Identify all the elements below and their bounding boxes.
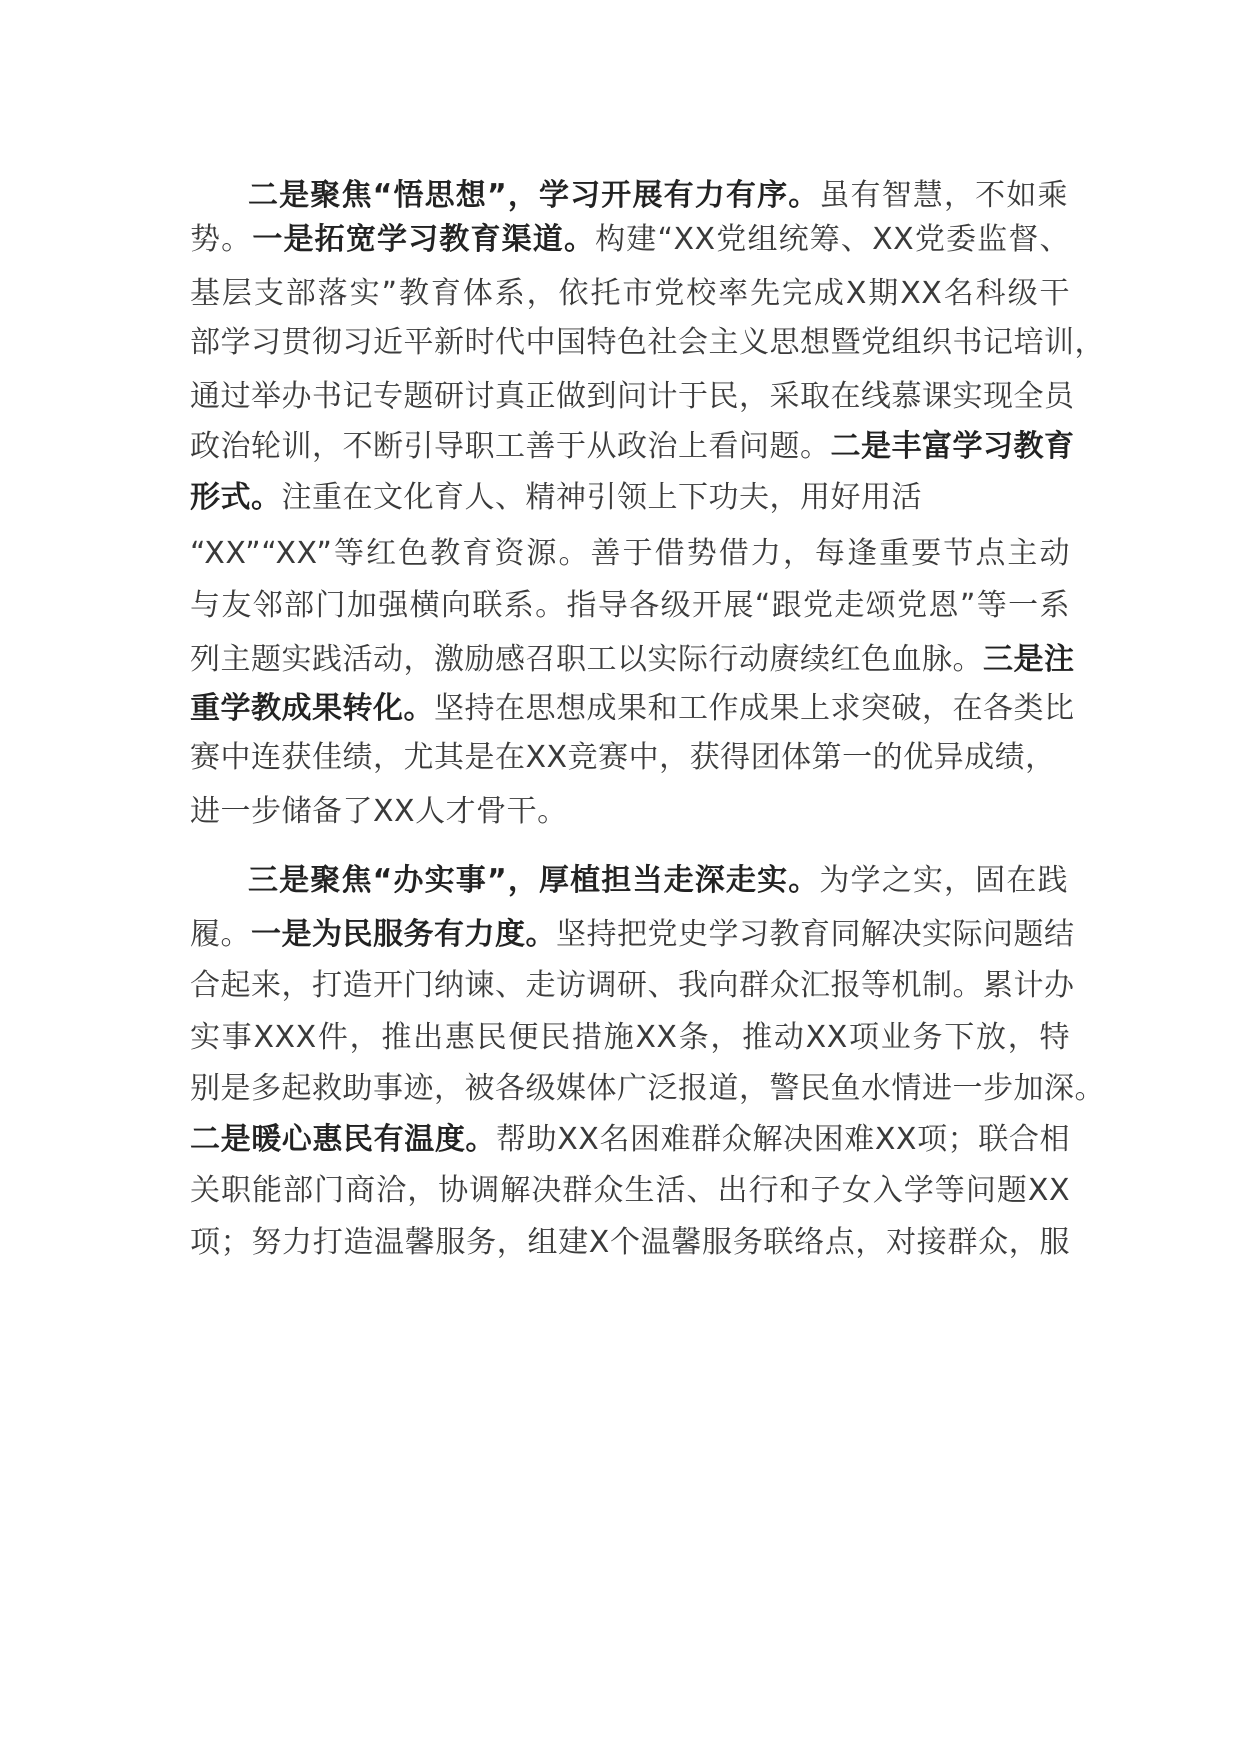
- bold-text-run: 一是为民服务有力度。: [251, 917, 556, 952]
- text-run: 赛中连获佳绩，尤其是在XX竞赛中，获得团体第一的优异成绩，: [190, 740, 1056, 775]
- text-run: 部学习贯彻习近平新时代中国特色社会主义思想暨党组织书记培训，: [190, 325, 1105, 360]
- text-run: 别是多起救助事迹，被各级媒体广泛报道，警民鱼水情进一步加深。: [190, 1071, 1105, 1106]
- text-run: 关职能部门商洽，协调解决群众生活、出行和子女入学等问题XX: [190, 1173, 1070, 1208]
- text-run: 注重在文化育人、精神引领上下功夫，用好用活: [281, 480, 922, 515]
- text-run: 坚持把党史学习教育同解决实际问题结: [556, 917, 1075, 952]
- text-run: 为学之实，固在践: [819, 863, 1068, 898]
- text-run: 基层支部落实”教育体系，依托市党校率先完成X期XX名科级干: [190, 276, 1070, 311]
- bold-text-run: 二是暖心惠民有温度。: [190, 1122, 497, 1157]
- text-run: 列主题实践活动，激励感召职工以实际行动赓续红色血脉。: [190, 642, 983, 677]
- text-run: 进一步储备了XX人才骨干。: [190, 794, 568, 829]
- text-run: 帮助XX名困难群众解决困难XX项；联合相: [496, 1122, 1070, 1157]
- text-run: 实事XXX件，推出惠民便民措施XX条，推动XX项业务下放，特: [190, 1020, 1070, 1055]
- text-run: 与友邻部门加强横向联系。指导各级开展“跟党走颂党恩”等一系: [190, 588, 1070, 623]
- text-run: 虽有智慧，不如乘: [819, 178, 1068, 213]
- bold-text-run: 形式。: [190, 480, 282, 515]
- bold-text-run: 一是拓宽学习教育渠道。: [252, 222, 596, 257]
- bold-text-run: 二是丰富学习教育: [830, 429, 1075, 464]
- text-run: 坚持在思想成果和工作成果上求突破，在各类比: [434, 691, 1075, 726]
- paragraph-line: [190, 779, 1070, 845]
- bold-text-run: 二是聚焦“悟思想”，学习开展有力有序。: [248, 178, 820, 213]
- text-run: 政治轮训，不断引导职工善于从政治上看问题。: [190, 429, 831, 464]
- text-run: 势。: [190, 222, 253, 257]
- paragraph-line: [190, 1210, 1070, 1276]
- text-run: “XX”“XX”等红色教育资源。善于借势借力，每逢重要节点主动: [190, 536, 1070, 571]
- bold-text-run: 三是聚焦“办实事”，厚植担当走深走实。: [248, 863, 820, 898]
- bold-text-run: 三是注: [983, 642, 1075, 677]
- text-run: 项；努力打造温馨服务，组建X个温馨服务联络点，对接群众，服: [190, 1225, 1070, 1260]
- text-run: 合起来，打造开门纳谏、走访调研、我向群众汇报等机制。累计办: [190, 968, 1075, 1003]
- text-run: 履。: [190, 917, 251, 952]
- text-run: 构建“XX党组统筹、XX党委监督、: [595, 222, 1071, 257]
- text-run: 通过举办书记专题研讨真正做到问计于民，采取在线慕课实现全员: [190, 379, 1075, 414]
- bold-text-run: 重学教成果转化。: [190, 691, 434, 726]
